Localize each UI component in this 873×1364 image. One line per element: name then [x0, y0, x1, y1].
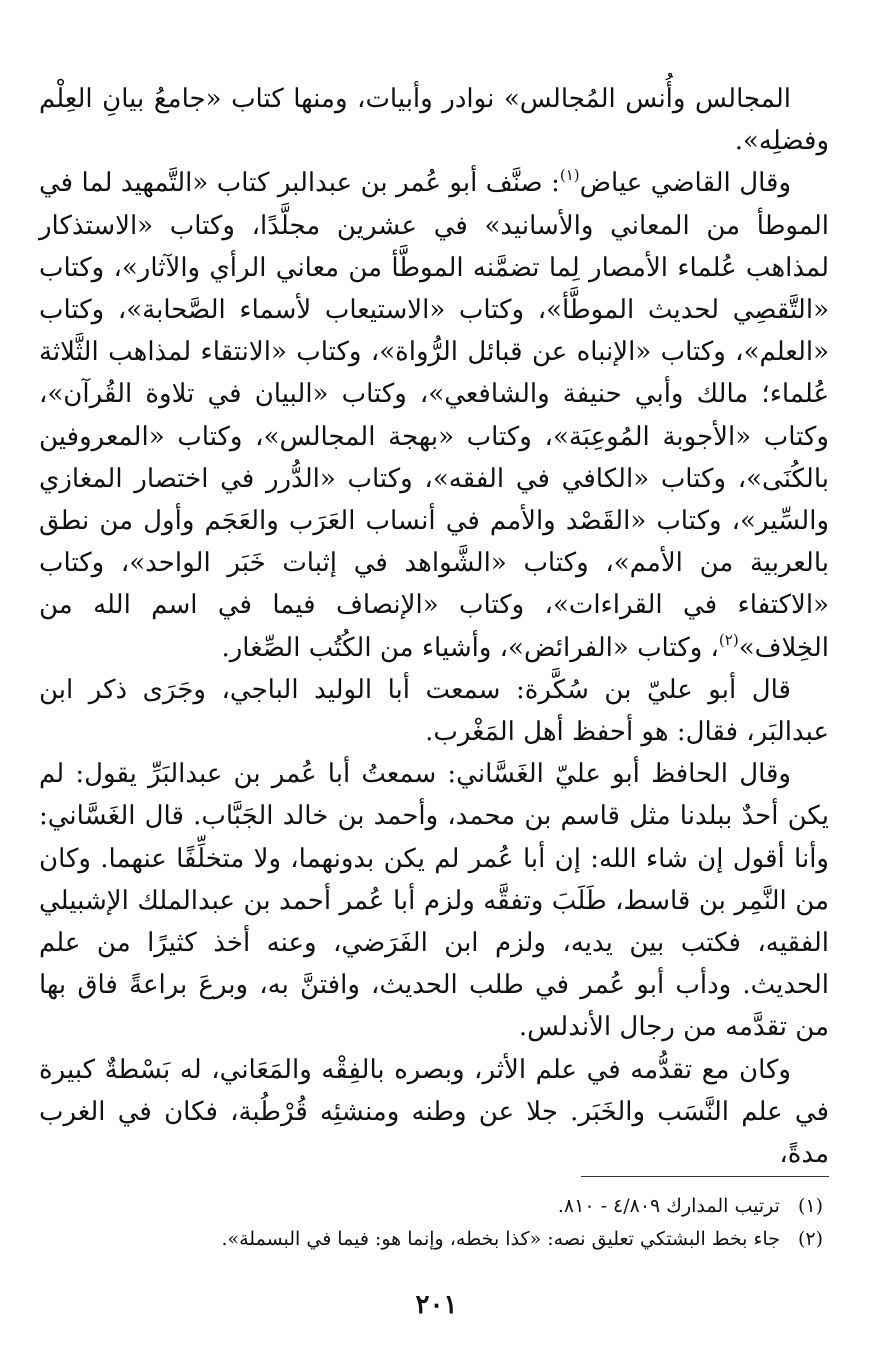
paragraph-5-text: وكان مع تقدُّمه في علم الأثر، وبصره بالفِقْه والمَعَاني، له بَسْطةٌ كبيرة في علم النَّسَب والخَبَر. جلا عن وطنه ومنشئِه قُرْطُبة، فكان في الغرب مدةً،: [39, 1054, 829, 1170]
paragraph-4: [39, 753, 829, 1048]
footnote-1-text: ترتيب المدارك ٤/٨٠٩ - ٨١٠.: [557, 1195, 780, 1217]
footnote-ref-2: (٢): [718, 630, 739, 649]
footnote-ref-1: (١): [559, 166, 580, 185]
footnote-1: [43, 1190, 823, 1223]
footnote-2-number: (٢): [797, 1228, 823, 1250]
paragraph-3-text: قال أبو عليّ بن سُكَّرة: سمعت أبا الوليد الباجي، وجَرَى ذكر ابن عبدالبَر، فقال: هو أحفظ أهل المَغْرب.: [39, 674, 829, 748]
paragraph-1-text: المجالس وأُنس المُجالس» نوادر وأبيات، ومنها كتاب «جامعُ بيانِ العِلْم وفضلِه».: [39, 84, 829, 157]
footnotes: [43, 1190, 823, 1256]
paragraph-1: [39, 78, 829, 162]
paragraph-4-text: وقال الحافظ أبو عليّ الغَسَّاني: سمعتُ أبا عُمر بن عبدالبَرِّ يقول: لم يكن أحدٌ ببلدنا مثل قاسم بن محمد، وأحمد بن خالد الجَبَّاب. قال الغَسَّاني: وأنا أقول إن شاء الله: إن أبا عُمر لم يكن بدونهما، ولا متخلِّفًا عنهما. وكان من النَّمِر بن قاسط، طَلَبَ وتفقَّه ولزم أبا عُمر أحمد بن عبدالملك الإشبيلي الفقيه، فكتب بين يديه، ولزم ابن الفَرَضي، وعنه أخذ كثيرًا من علم الحديث. ودأب أبو عُمر في طلب الحديث، وافتنَّ به، وبرعَ براعةً فاق بها من تقدَّمه من رجال الأندلس.: [39, 759, 829, 1043]
paragraph-5: [39, 1049, 829, 1176]
page-number: ٢٠١: [415, 1290, 458, 1320]
paragraph-2: [39, 162, 829, 668]
footnote-1-number: (١): [797, 1195, 823, 1217]
paragraph-2-text-b: : صنَّف أبو عُمر بن عبدالبر كتاب «التَّمهيد لما في الموطأ من المعاني والأسانيد» في عشرين مجلَّدًا، وكتاب «الاستذكار لمذاهب عُلماء الأمصار لِما تضمَّنه الموطَّأ من معاني الرأي والآثار»، وكتاب «التَّقصِي لحديث الموطَّأ»، وكتاب «الاستيعاب لأسماء الصَّحابة»، وكتاب «العلم»، وكتاب «الإنباه عن قبائل الرُّواة»، وكتاب «الانتقاء لمذاهب الثَّلاثة عُلماء؛ مالك وأبي حنيفة والشافعي»، وكتاب «البيان في تلاوة القُرآن»، وكتاب «الأجوبة المُوعِبَة»، وكتاب «بهجة المجالس»، وكتاب «المعروفين بالكُنَى»، وكتاب «الكافي في الفقه»، وكتاب «الدُّرر في اختصار المغازي والسِّير»، وكتاب «القَصْد والأمم في أنساب العَرَب والعَجَم وأول من نطق بالعربية من الأمم»، وكتاب «الشَّواهد في إثبات خَبَر الواحد»، وكتاب «الاكتفاء في القراءات»، وكتاب «الإنصاف فيما في اسم الله من الخِلاف»: [39, 168, 829, 663]
paragraph-2-text-a: وقال القاضي عياض: [579, 168, 791, 199]
footnote-2: [43, 1223, 823, 1256]
paragraph-2-text-c: ، وكتاب «الفرائض»، وأشياء من الكُتُب الصِّغار.: [221, 632, 719, 663]
footnote-divider: [581, 1176, 829, 1177]
main-text: [39, 78, 829, 1175]
footnote-2-text: جاء بخط البشتكي تعليق نصه: «كذا بخطه، وإنما هو: فيما في البسملة».: [221, 1228, 780, 1250]
paragraph-3: [39, 669, 829, 753]
